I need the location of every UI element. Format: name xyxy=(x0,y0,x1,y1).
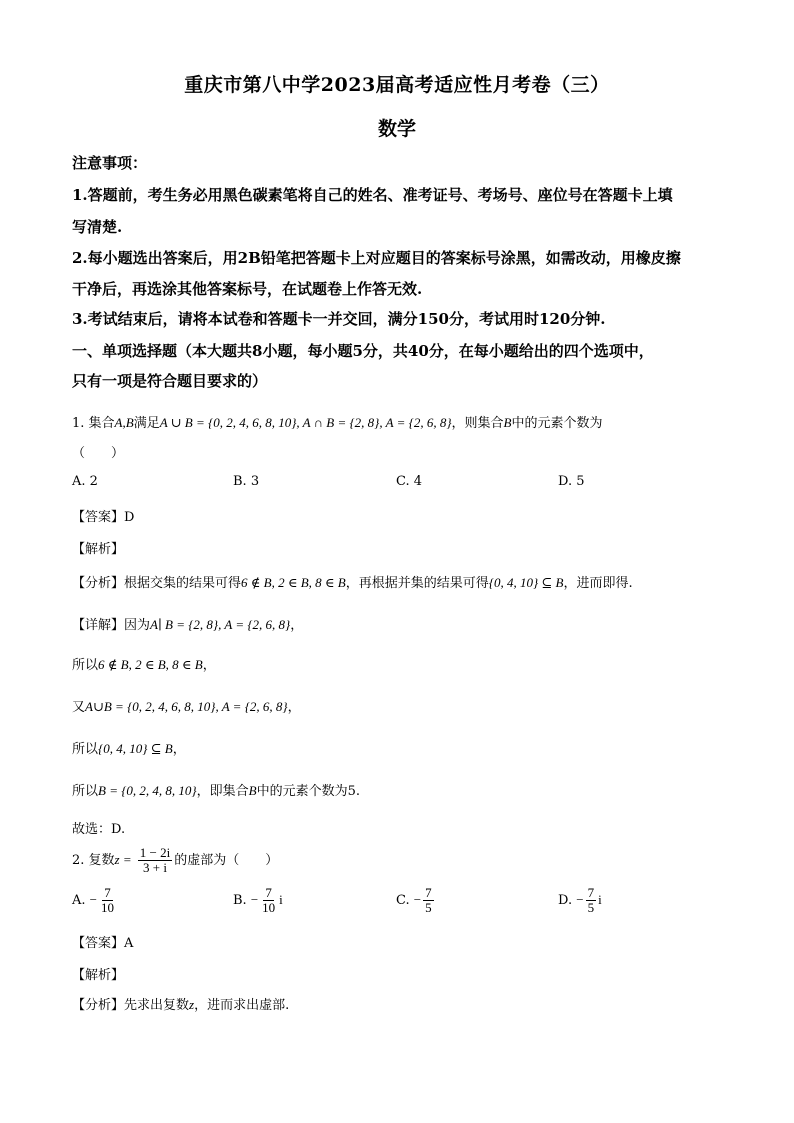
notice-item-1a: 1.答题前，考生务必用黑色碳素笔将自己的姓名、准考证号、考场号、座位号在答题卡上填 xyxy=(72,186,673,204)
notice-item-1b: 写清楚. xyxy=(72,218,123,236)
question-2-stem: 2. 复数z = $\frac{1 - 2i}{3 + i}$ 的虚部为（ ） xyxy=(72,845,279,875)
q1-conclusion: 故选：D. xyxy=(72,822,126,837)
q1-option-d: D. 5 xyxy=(558,474,585,489)
q1-fenxi: 【分析】根据交集的结果可得6 ∉ B, 2 ∈ B, 8 ∈ B，再根据并集的结果可得{0, 4, 10} ⊆ B，进而即得. xyxy=(72,575,633,591)
q1-step-1: 所以6 ∉ B, 2 ∈ B, 8 ∈ B， xyxy=(72,657,216,673)
subject-title: 数学 xyxy=(377,118,416,140)
notice-heading: 注意事项： xyxy=(72,154,148,172)
q1-step-2: 又A∪B = {0, 2, 4, 6, 8, 10}, A = {2, 6, 8}， xyxy=(72,699,301,715)
q2-option-b: B. − $\frac{7}{10}$ i xyxy=(233,885,283,915)
question-1-stem: 1. 集合A,B满足A ∪ B = {0, 2, 4, 6, 8, 10}, A ∩ B = {2, 8}, A = {2, 6, 8}，则集合B中的元素个数为 xyxy=(72,415,603,431)
q2-fenxi: 【分析】先求出复数z，进而求出虚部. xyxy=(72,997,290,1013)
notice-item-2b: 干净后，再选涂其他答案标号，在试题卷上作答无效. xyxy=(72,280,423,298)
section-heading-a: 一、单项选择题（本大题共8小题，每小题5分，共40分，在每小题给出的四个选项中， xyxy=(72,342,654,360)
q1-option-b: B. 3 xyxy=(233,474,260,489)
q2-analysis-label: 【解析】 xyxy=(72,968,125,983)
q1-step-3: 所以{0, 4, 10} ⊆ B， xyxy=(72,741,186,757)
notice-item-3: 3.考试结束后，请将本试卷和答题卡一并交回，满分150分，考试用时120分钟. xyxy=(72,310,606,328)
question-1-paren: （ ） xyxy=(72,446,125,461)
q1-detail: 【详解】因为A∣ B = {2, 8}, A = {2, 6, 8}， xyxy=(72,617,304,633)
q1-answer: 【答案】D xyxy=(72,510,135,525)
q1-option-c: C. 4 xyxy=(396,474,423,489)
q2-answer: 【答案】A xyxy=(72,936,134,951)
q1-option-a: A. 2 xyxy=(72,474,98,489)
q1-step-4: 所以B = {0, 2, 4, 8, 10}，即集合B中的元素个数为5. xyxy=(72,783,361,799)
q2-option-a: A. − $\frac{7}{10}$ xyxy=(72,885,115,915)
q2-fraction: $\frac{1 - 2i}{3 + i}$ xyxy=(139,845,171,875)
page-title: 重庆市第八中学2023届高考适应性月考卷（三） xyxy=(184,74,610,96)
q2-option-d: D. − $\frac{7}{5}$ i xyxy=(558,885,602,915)
q2-option-c: C. − $\frac{7}{5}$ xyxy=(396,885,432,915)
notice-item-2a: 2.每小题选出答案后，用2B铅笔把答题卡上对应题目的答案标号涂黑，如需改动，用橡皮擦 xyxy=(72,249,681,267)
section-heading-b: 只有一项是符合题目要求的） xyxy=(72,372,268,390)
q1-analysis-label: 【解析】 xyxy=(72,542,125,557)
